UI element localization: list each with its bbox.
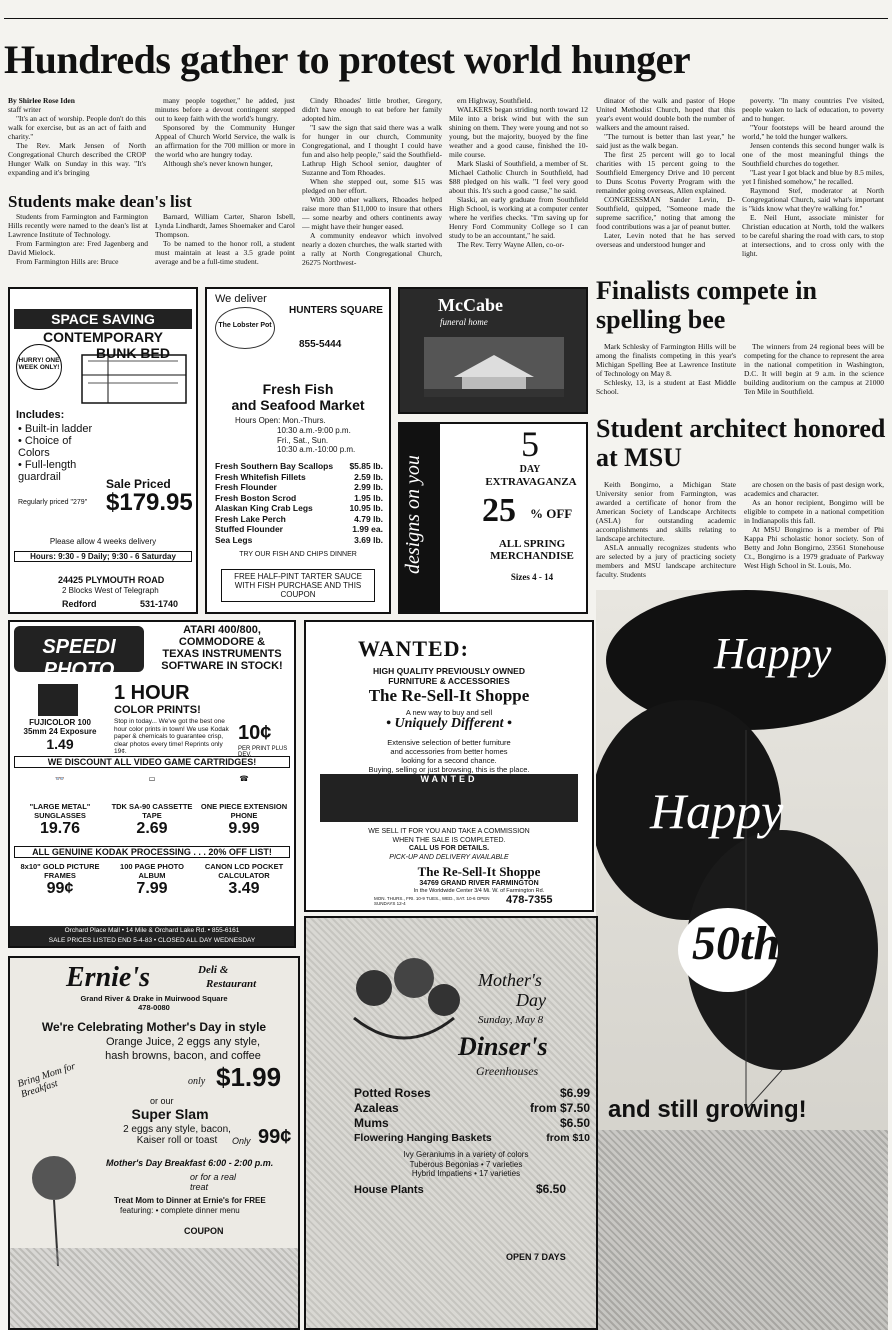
resell-name: The Re-Sell-It Shoppe	[368, 686, 530, 705]
story-paragraph: "I saw the sign that said there was a walk for hunger in our church, Community Congregational, and I thought I could have fun and also help people," said the Southfield-Lathrup High School senior, daughter of Suzanne and Tom Rhoades.	[302, 123, 442, 177]
story-col-4	[449, 96, 588, 276]
fish-item-name: Sea Legs	[215, 534, 253, 545]
designs-day-number: 5	[521, 424, 539, 464]
architect-paragraph: As an honor recipient, Bongirno will be eligible to compete in a national competition in Indianapolis this fall.	[744, 498, 884, 525]
resell-wanted-box	[320, 774, 578, 822]
speedi-item-name: "LARGE METAL" SUNGLASSES	[29, 802, 91, 820]
story-col-2	[155, 96, 295, 188]
ernies-featuring: featuring: • complete dinner menu	[120, 1206, 240, 1215]
story-paragraph: "Your footsteps will be heard around the world," he told the hunger walkers.	[742, 123, 884, 141]
story-paragraph: poverty. "In many countries I've visited, people waken to lack of education, to poverty and to hunger.	[742, 96, 884, 123]
hours-line: Fri., Sat., Sun.	[277, 435, 329, 445]
speedi-item-name: ONE PIECE EXTENSION PHONE	[200, 802, 288, 820]
sunglasses-icon: 👓	[55, 774, 65, 783]
ernies-coupon: COUPON	[184, 1226, 224, 1236]
dinser-price-list	[354, 1086, 590, 1146]
ernies-celebrating: We're Celebrating Mother's Day in style	[41, 1020, 267, 1034]
spelling-col-2	[744, 342, 884, 408]
resell-sell-line: WE SELL IT FOR YOU AND TAKE A COMMISSION	[368, 828, 530, 835]
speedi-item	[16, 774, 104, 844]
ad-bunk-city: Redford	[62, 599, 97, 609]
speedi-item-price: 2.69	[136, 820, 168, 837]
ad-fish-try: TRY OUR FISH AND CHIPS DINNER	[239, 551, 357, 558]
dinser-ivy-line: Hybrid Impatiens • 17 varieties	[411, 1169, 521, 1178]
fish-item-name: Alaskan King Crab Legs	[215, 503, 313, 513]
deans-col-2	[155, 212, 295, 278]
ad-fish-store: HUNTERS SQUARE	[289, 305, 383, 316]
story-paragraph: The Rev. Mark Jensen of North Congregational Church described the CROP Hunger Walk on Sunday in this way. "It's expanding and it's bringing	[8, 141, 146, 177]
ad-fish-phone: 855-5444	[299, 339, 342, 350]
balloon-happy-2: Happy	[650, 783, 784, 839]
byline-role: staff writer	[8, 105, 41, 114]
dinser-item-name: Flowering Hanging Baskets	[354, 1132, 492, 1144]
resell-desc-line: Buying, selling or just browsing, this is the place.	[368, 765, 530, 774]
ernies-slam-only: Only	[232, 1136, 251, 1146]
ad-fish-deliver: We deliver	[215, 293, 267, 305]
resell-sell-line: WHEN THE SALE IS COMPLETED.	[392, 836, 506, 844]
speedi-film: FUJICOLOR 100	[29, 718, 91, 727]
story-col-1	[8, 96, 146, 188]
speedi-film-price: 1.49	[46, 736, 74, 752]
resell-desc	[306, 738, 592, 774]
dinser-item-name: Mums	[354, 1116, 389, 1130]
resell-sell	[306, 828, 592, 862]
fish-item-price: 2.99 lb.	[354, 482, 383, 492]
story-paragraph: ern Highway, Southfield.	[457, 96, 533, 105]
story-paragraph: Slaski, an early graduate from Southfield High School, is working at a computer center where he verifies checks. "I'm saving up for Henry Ford Community College so I can study to be an accountant," he said.	[449, 195, 588, 240]
speedi-item-name: 8x10" GOLD PICTURE FRAMES	[20, 862, 100, 880]
fish-item-name: Stuffed Flounder	[215, 524, 283, 534]
story-paragraph: Although she's never known hunger,	[163, 159, 273, 168]
dinser-open: OPEN 7 DAYS	[506, 1252, 566, 1262]
dinser-item-price: $6.50	[559, 1116, 590, 1130]
ad-speedi-photo	[8, 620, 296, 948]
resell-wanted: WANTED:	[358, 636, 469, 661]
ad-bunk-title-3: BUNK BED	[96, 345, 170, 361]
designs-sizes: Sizes 4 - 14	[510, 572, 554, 582]
speedi-footer	[10, 926, 294, 946]
phone-icon: ☎	[239, 774, 249, 783]
speedi-item	[108, 774, 196, 844]
ernies-name: Ernie's	[66, 962, 151, 993]
story-col-6	[742, 96, 884, 276]
ad-fish-hours	[277, 426, 355, 455]
ernies-menu-1: Orange Juice, 2 eggs any style,	[105, 1036, 261, 1048]
story-paragraph: "Last year I got black and blue by 8.5 miles, yet I finished somehow," he recalled.	[742, 168, 884, 186]
ernies-restaurant: Restaurant	[206, 978, 257, 990]
speedi-items	[14, 774, 290, 844]
speedi-atari-line: ATARI 400/800,	[183, 624, 261, 636]
deans-col-1	[8, 212, 148, 278]
ad-bunk-sale-label: Sale Priced	[106, 477, 171, 491]
dinser-item-price: $6.99	[559, 1086, 590, 1100]
ernies-bring: Bring Mom for Breakfast	[16, 1060, 77, 1101]
ad-bunk-title: SPACE SAVING	[14, 309, 192, 329]
film-box-icon	[38, 684, 78, 716]
ad-fish-market	[205, 287, 391, 614]
story-col-3	[302, 96, 442, 276]
speedi-item-name: 100 PAGE PHOTO ALBUM	[120, 862, 184, 880]
speedi-kodak: ALL GENUINE KODAK PROCESSING . . . 20% OFF LIST!	[14, 846, 290, 858]
story-paragraph: dinator of the walk and pastor of Hope United Methodist Church, hoped that this year's event would double both the number of walkers and the amount raised.	[596, 96, 735, 132]
ernies-treat: Treat Mom to Dinner at Ernie's for FREE	[114, 1196, 266, 1205]
dinser-item	[354, 1116, 590, 1131]
fish-item-price: $5.85 lb.	[349, 461, 383, 471]
fish-item-name: Fresh Boston Scrod	[215, 492, 297, 503]
speedi-item-name: CANON LCD POCKET CALCULATOR	[204, 862, 284, 880]
speedi-atari-line: COMMODORE &	[178, 636, 266, 648]
speedi-footer-line: Orchard Place Mall • 14 Mile & Orchard Lake Rd. • 855-6161	[64, 927, 240, 934]
fish-item	[215, 482, 383, 493]
ernies-price: $1.99	[216, 1062, 282, 1092]
dinser-day: Day	[516, 990, 546, 1010]
speedi-hour-text: Stop in today... We've got the best one hour color prints in town! We use Kodak paper & chemicals to guarantee crisp, clear photos every time! Reprints only 19¢.	[114, 718, 229, 755]
speedi-footer-line: SALE PRICES LISTED END 5-4-83 • CLOSED ALL DAY WEDNESDAY	[48, 937, 256, 944]
speedi-items-2	[14, 862, 290, 924]
dinser-item-price: from $7.50	[529, 1101, 590, 1115]
ad-texture	[596, 1130, 888, 1330]
balloon-happy-1: Happy	[714, 629, 832, 678]
dinser-name: Dinser's	[458, 1032, 548, 1061]
ad-fish-title-2: and Seafood Market	[231, 397, 365, 413]
story-paragraph: Later, Levin noted that he has served overseas and understood hunger and	[596, 231, 735, 249]
dinser-item	[354, 1101, 590, 1116]
speedi-film-2: 35mm 24 Exposure	[23, 727, 97, 736]
hours-line: 10:30 a.m.-10:00 p.m.	[277, 445, 356, 454]
fish-item	[215, 503, 383, 514]
dinser-mothers: Mother's	[478, 970, 542, 990]
resell-quality: HIGH QUALITY PREVIOUSLY OWNED	[373, 666, 525, 676]
designs-line-1: ALL SPRING	[498, 538, 566, 550]
resell-name-2: The Re-Sell-It Shoppe	[417, 864, 541, 879]
dinser-item-price: from $10	[546, 1132, 590, 1144]
ad-fish-hours-label: Hours Open: Mon.-Thurs.	[235, 416, 326, 425]
fish-item	[215, 535, 383, 546]
ad-fish-title: Fresh Fish	[262, 381, 334, 397]
ad-mccabe-name: McCabe	[438, 295, 503, 315]
ad-mccabe-sub: funeral home	[440, 317, 488, 327]
designs-event: EXTRAVAGANZA	[485, 476, 577, 488]
balloon-still-growing: and still growing!	[608, 1096, 807, 1123]
ernies-or: or our	[150, 1096, 174, 1106]
resell-hours: MON. THURS., FRI. 10-9 TUES., WED., SAT. 10-6 OPEN SUNDAYS 12-4	[374, 896, 490, 906]
fish-item-price: 10.95 lb.	[349, 503, 383, 513]
ernies-slam-text	[102, 1124, 252, 1146]
story-paragraph: "It's an act of worship. People don't do this walk for exercise, but as an act of faith and charity."	[8, 114, 146, 141]
dinser-ivy	[346, 1150, 586, 1179]
fish-price-list	[215, 461, 383, 545]
designs-vertical-text: designs on you	[402, 455, 424, 574]
ernies-super-slam: Super Slam	[131, 1106, 209, 1122]
slam-line: 2 eggs any style, bacon,	[123, 1124, 231, 1135]
ad-bunk-bed	[8, 287, 198, 614]
byline: By Shirlee Rose Iden	[8, 96, 75, 105]
deans-paragraph: To be named to the honor roll, a student must maintain at least a 3.5 grade point average and be a full-time student.	[155, 239, 295, 266]
fish-item-name: Fresh Whitefish Fillets	[215, 471, 306, 482]
ad-bunk-cross: 2 Blocks West of Telegraph	[62, 586, 159, 595]
ad-ernies	[8, 956, 300, 1330]
resell-address: 34769 GRAND RIVER FARMINGTON	[419, 880, 539, 887]
feature-item: • Choice of Colors	[18, 435, 72, 459]
story-paragraph: When she stepped out, some $15 was pledged on her effort.	[302, 177, 442, 195]
main-headline: Hundreds gather to protest world hunger	[4, 38, 691, 82]
ad-designs-on-you	[398, 422, 588, 614]
speedi-print-price: 10¢	[238, 722, 272, 744]
slam-line: Kaiser roll or toast	[136, 1135, 218, 1146]
story-paragraph: Cindy Rhoades' little brother, Gregory, didn't have enough to eat before her family adopted him.	[302, 96, 442, 123]
story-paragraph: Jensen contends this second hunger walk is one of the most meaningful things the Southfield churches do together.	[742, 141, 884, 168]
ernies-phone: 478-0080	[138, 1003, 170, 1012]
fish-item	[215, 461, 383, 472]
lobster-mascot-logo: The Lobster Pot	[215, 307, 275, 349]
story-paragraph: The first 25 percent will go to local charities with 15 percent going to the Southfield Emergency Drive and 10 percent to Duns Scotus Poverty Program with the remainder going overseas, Allen explained.	[596, 150, 735, 195]
resell-wanted-2: WANTED	[420, 774, 478, 784]
speedi-discount-banner: WE DISCOUNT ALL VIDEO GAME CARTRIDGES!	[14, 756, 290, 768]
speedi-item	[16, 862, 104, 924]
speedi-atari	[150, 624, 294, 672]
speedi-atari-line: TEXAS INSTRUMENTS	[162, 648, 282, 660]
fish-item-price: 2.59 lb.	[354, 471, 383, 482]
ad-bunk-title-2: CONTEMPORARY	[42, 329, 164, 345]
designs-off: % OFF	[530, 506, 573, 521]
cassette-icon: ▭	[148, 774, 156, 783]
speedi-item-name: TDK SA-90 CASSETTE TAPE	[111, 802, 193, 820]
story-paragraph: Mark Slaski of Southfield, a member of St. Michael Catholic Church in Southfield, had $88 pledged on his walk. "I feel very good about this. It's such a good cause," he said.	[449, 159, 588, 195]
dinser-date: Sunday, May 8	[478, 1014, 544, 1026]
fish-item-price: 4.79 lb.	[354, 513, 383, 524]
resell-quality-2: FURNITURE & ACCESSORIES	[388, 676, 510, 686]
ad-texture	[10, 1248, 300, 1330]
feature-item: • Built-in ladder	[18, 423, 93, 435]
hours-line: 10:30 a.m.-9:00 p.m.	[277, 426, 351, 435]
deans-paragraph: From Farmington Hills are: Bruce	[16, 257, 119, 266]
fish-item-name: Fresh Southern Bay Scallops	[215, 461, 334, 471]
ad-bunk-hours: Hours: 9:30 - 9 Daily; 9:30 - 6 Saturday	[14, 551, 192, 562]
fish-item	[215, 472, 383, 483]
spelling-headline: Finalists compete in spelling bee	[596, 276, 817, 334]
designs-day-label: DAY	[519, 464, 541, 475]
ernies-only: only	[188, 1076, 206, 1087]
ernies-deli: Deli &	[198, 964, 229, 976]
ad-bunk-address: 24425 PLYMOUTH ROAD	[58, 575, 165, 585]
speedi-item	[108, 862, 196, 924]
story-paragraph: CONGRESSMAN Sander Levin, D-Southfield, quipped, "Someone made the supreme sacrifice," noting that among the food contributions was a jar of peanut butter.	[596, 195, 735, 231]
flower-basket-icon	[334, 948, 474, 1058]
ad-dinsers	[304, 916, 598, 1330]
spelling-paragraph: The winners from 24 regional bees will be competing for the chance to represent the area in the national competition in Washington, D.C. It will begin at 9 a.m. in the science building auditorium on the campus at 21000 Ten Mile in Southfield.	[744, 342, 884, 396]
ernies-slam-price: 99¢	[258, 1126, 292, 1148]
dinser-item	[354, 1086, 590, 1101]
speedi-hour-2: COLOR PRINTS!	[114, 704, 201, 716]
story-paragraph: "The turnout is better than last year," he said just as the walk began.	[596, 132, 735, 150]
dinser-house-price: $6.50	[536, 1182, 567, 1196]
resell-phone: 478-7355	[506, 894, 553, 906]
resell-desc-line: and accessories from better homes	[390, 747, 508, 756]
architect-paragraph: Keith Bongirno, a Michigan State University senior from Farmington, was awarded a certificate of honor from the American Society of Landscape Architects (ASLA) for outstanding academic accomplishments and skills relating to landscape architecture.	[596, 480, 736, 543]
fish-item	[215, 493, 383, 504]
story-col-5	[596, 96, 735, 276]
fish-item-name: Fresh Flounder	[215, 482, 277, 492]
dinser-ivy-line: Ivy Geraniums in a variety of colors	[403, 1150, 529, 1159]
balloon-fifty: 50th	[692, 917, 781, 970]
architect-headline: Student architect honored at MSU	[596, 414, 886, 472]
ernies-breakfast: Mother's Day Breakfast 6:00 - 2:00 p.m.	[106, 1158, 274, 1168]
resell-desc-line: looking for a second chance.	[401, 756, 497, 765]
architect-col-1	[596, 480, 736, 584]
story-paragraph: E. Neil Hunt, associate minister for Christian education at North, told the walkers to be careful sharing the road with cars, to stop at intersections, and to cross only with the light.	[742, 213, 884, 258]
designs-discount: 25	[482, 492, 516, 529]
story-paragraph: WALKERS began striding north toward 12 Mile into a brisk wind but with the sun shining on them. They were young and not so young, but the majority, buoyed by the fine weather and a good cause, finished the 10-mile course.	[449, 105, 588, 159]
ad-bunk-features	[18, 423, 98, 483]
deans-paragraph: From Farmington are: Fred Jagenberg and David Mielock.	[8, 239, 148, 257]
story-paragraph: With 300 other walkers, Rhoades helped raise more than $11,000 to insure that others — some nearby and others continents away — might have their hunger eased.	[302, 195, 442, 231]
spelling-col-1	[596, 342, 736, 408]
story-paragraph: Raymond Stef, moderator at North Congregational Church, said what's important is "kids know what they're walking for."	[742, 186, 884, 213]
ad-bunk-includes: Includes:	[16, 409, 65, 421]
speedi-per-print: PER PRINT PLUS DEV.	[238, 746, 288, 758]
ernies-menu-2: hash browns, bacon, and coffee	[105, 1050, 261, 1062]
ad-bunk-regular: Regularly priced "279"	[18, 499, 88, 506]
deans-paragraph: Students from Farmington and Farmington Hills recently were named to the dean's list at Lawrence Institute of Technology.	[8, 212, 148, 239]
resell-tag: A new way to buy and sell	[405, 708, 493, 717]
fish-item-name: Fresh Lake Perch	[215, 513, 286, 524]
speedi-item	[200, 774, 288, 844]
ad-resell-it	[304, 620, 594, 912]
fish-item-price: 3.69 lb.	[354, 534, 383, 545]
dinser-item	[354, 1131, 590, 1146]
dinser-ivy-line: Tuberous Begonias • 7 varieties	[409, 1159, 523, 1169]
ad-bunk-burst: HURRY! ONE WEEK ONLY!	[16, 344, 62, 390]
dinser-item-name: Potted Roses	[354, 1086, 431, 1100]
folio-rule	[4, 18, 888, 19]
dinser-house-plants: House Plants	[354, 1184, 424, 1196]
spelling-paragraph: Mark Schlesky of Farmington Hills will be among the finalists competing in this year's Michigan Spelling Bee at Lawrence Institute of Technology on May 8.	[596, 342, 736, 378]
ad-fish-coupon: FREE HALF-PINT TARTER SAUCE WITH FISH PURCHASE AND THIS COUPON	[221, 569, 375, 602]
resell-center: In the Worldwide Center 3/4 Mi. W. of Farmington Rd.	[413, 888, 545, 894]
fish-item-price: 1.99 ea.	[352, 524, 383, 534]
story-paragraph: Sponsored by the Community Hunger Appeal of Church World Service, the walk is an affirmation for the 700 million or more in the world who are hungry today.	[155, 123, 295, 159]
bunk-bed-illustration	[78, 351, 190, 407]
dinser-item-name: Azaleas	[354, 1101, 399, 1115]
ernies-or-for: or for a real treat	[190, 1172, 237, 1192]
resell-call: CALL US FOR DETAILS.	[408, 845, 490, 852]
speedi-logo: SPEEDI PHOTO	[14, 626, 144, 672]
ad-mccabe	[398, 287, 588, 414]
architect-paragraph: ASLA annually recognizes students who are selected by a jury of practicing society members and MSU landscape architecture faculty. Students	[596, 543, 736, 579]
speedi-item-price: 9.99	[228, 820, 260, 837]
speedi-item-price: 7.99	[136, 880, 168, 897]
ad-anniversary-balloons	[596, 590, 888, 1330]
resell-desc-line: Extensive selection of better furniture	[387, 738, 511, 747]
ad-bunk-phone: 531-1740	[140, 599, 179, 609]
story-paragraph: A community endeavor which involved nearly a dozen churches, the walk started with a rally at North Congregational Church, 26275 Northwest-	[302, 231, 442, 267]
fish-item	[215, 514, 383, 525]
speedi-item-price: 99¢	[46, 880, 74, 897]
story-paragraph: many people together," he added, just minutes before a devout contingent stepped out to keep faith with the world's hungry.	[155, 96, 295, 123]
speedi-instock: SOFTWARE IN STOCK!	[161, 660, 283, 672]
feature-item: • Full-length guardrail	[18, 459, 77, 483]
story-paragraph: The Rev. Terry Wayne Allen, co-or-	[457, 240, 565, 249]
speedi-item-price: 19.76	[39, 820, 81, 837]
fish-item	[215, 524, 383, 535]
speedi-item	[200, 862, 288, 924]
ad-bunk-delivery: Please allow 4 weeks delivery	[49, 537, 157, 546]
deans-list-headline: Students make dean's list	[8, 192, 192, 211]
designs-line-2: MERCHANDISE	[490, 550, 574, 562]
architect-paragraph: At MSU Bongirno is a member of Phi Kappa Phi scholastic honor society. Son of Betty and John Bongirno, 23561 Stonehouse Ct., Bongirno is a 1979 graduate of Parkway West High School in St. Louis, Mo.	[744, 525, 884, 570]
deans-paragraph: Barnard, William Carter, Sharon Isbell, Lynda Lindhardt, James Shoemaker and Carol Thompson.	[155, 212, 295, 239]
fish-item-price: 1.95 lb.	[354, 492, 383, 503]
ad-bunk-sale-price: $179.95	[106, 489, 193, 516]
speedi-hour: 1 HOUR	[114, 682, 190, 704]
dinser-sub: Greenhouses	[476, 1064, 539, 1078]
architect-paragraph: are chosen on the basis of past design work, academics and character.	[744, 480, 884, 498]
resell-pickup: PICK-UP AND DELIVERY AVAILABLE	[389, 853, 509, 861]
spelling-paragraph: Schlesky, 13, is a student at East Middle School.	[596, 378, 736, 396]
funeral-home-photo	[424, 337, 564, 397]
architect-col-2	[744, 480, 884, 584]
speedi-item-price: 3.49	[228, 880, 260, 897]
designs-banner	[400, 424, 440, 612]
resell-unique: • Uniquely Different •	[386, 716, 512, 731]
ernies-location: Grand River & Drake in Muirwood Square	[80, 994, 228, 1003]
